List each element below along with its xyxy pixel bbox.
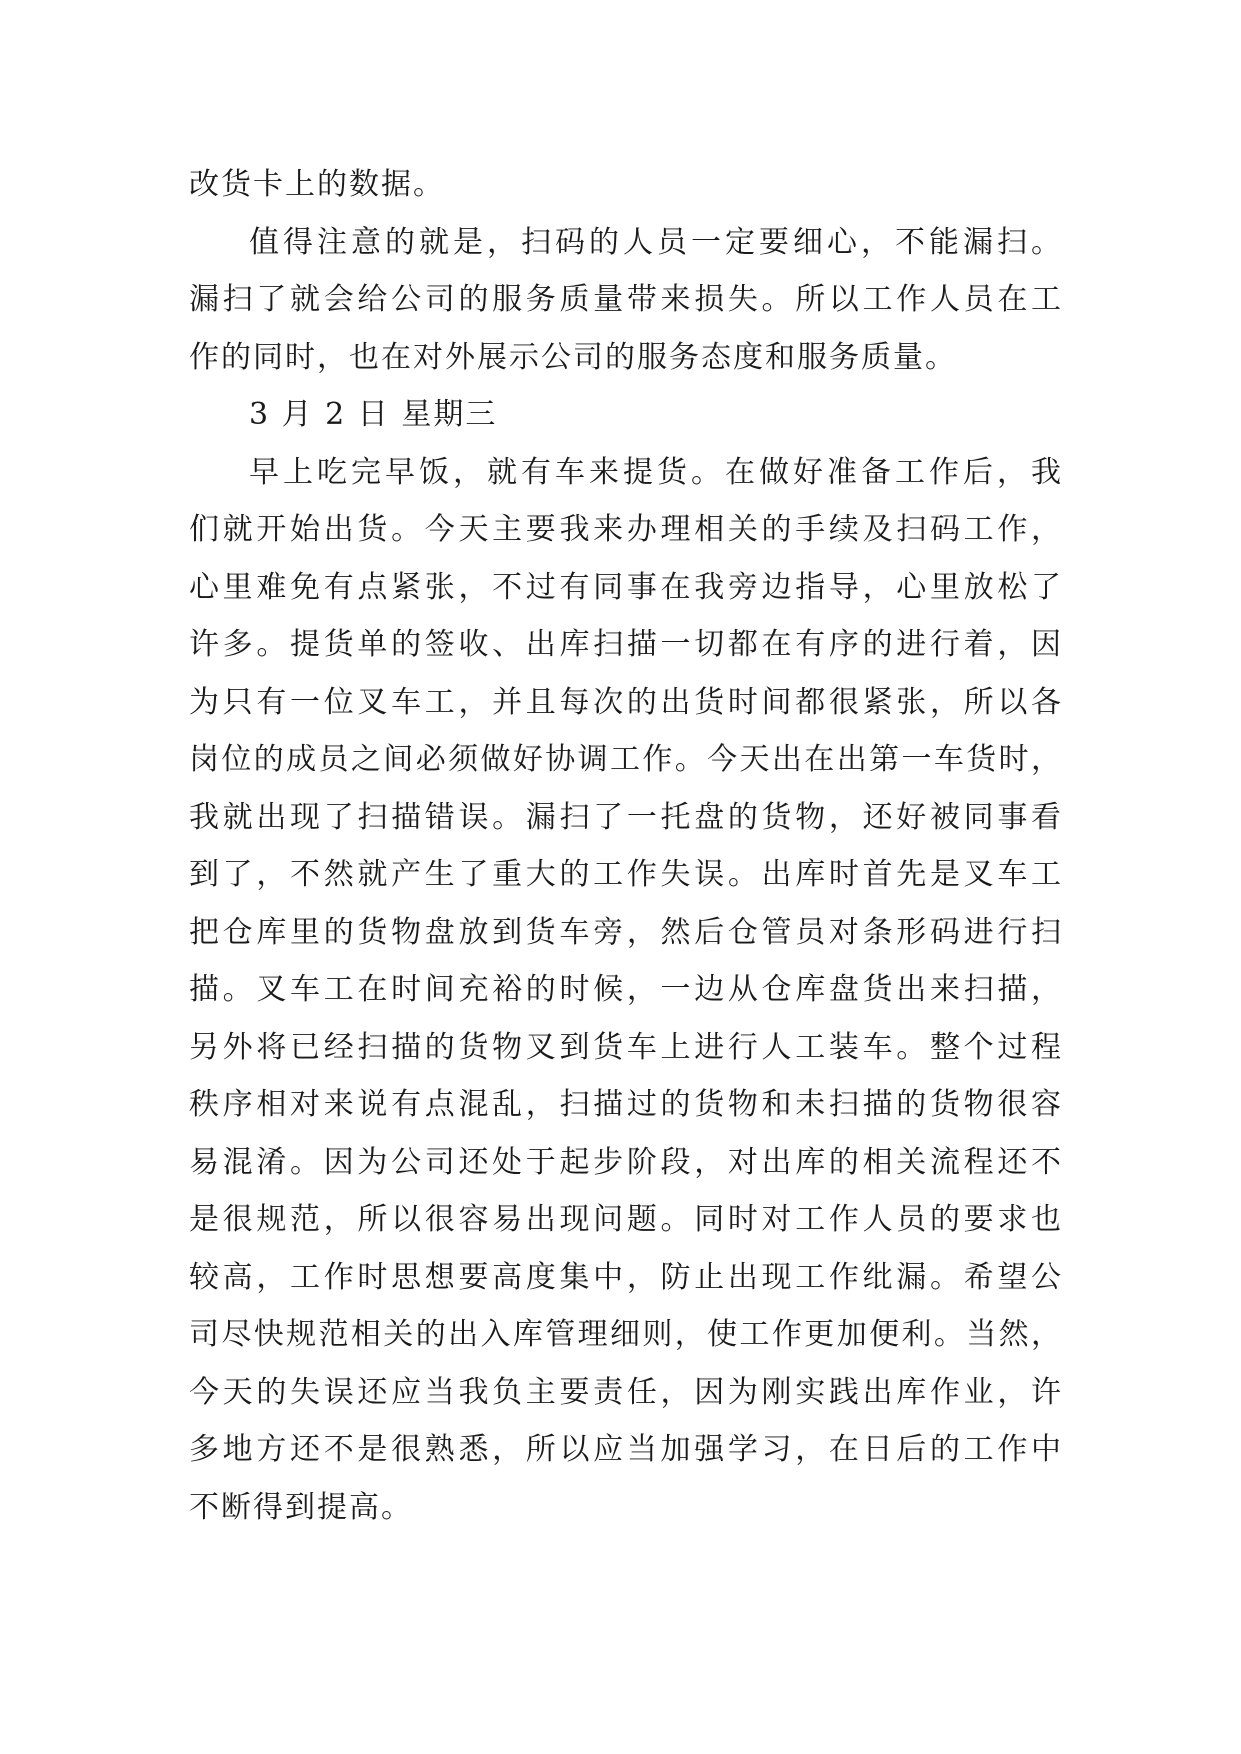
text-line: 秩序相对来说有点混乱，扫描过的货物和未扫描的货物很容 <box>189 1087 1061 1122</box>
text-line: 岗位的成员之间必须做好协调工作。今天出在出第一车货时， <box>189 742 1061 777</box>
text-line: 许多。提货单的签收、出库扫描一切都在有序的进行着，因 <box>189 627 1061 662</box>
text-line: 到了，不然就产生了重大的工作失误。出库时首先是叉车工 <box>189 857 1061 892</box>
text-line: 值得注意的就是，扫码的人员一定要细心，不能漏扫。 <box>249 224 1061 260</box>
text-line: 易混淆。因为公司还处于起步阶段，对出库的相关流程还不 <box>189 1144 1061 1180</box>
text-line: 为只有一位叉车工，并且每次的出货时间都很紧张，所以各 <box>189 684 1061 720</box>
date-heading: 3 月 2 日 星期三 <box>249 397 498 432</box>
text-line: 们就开始出货。今天主要我来办理相关的手续及扫码工作， <box>189 512 1061 547</box>
document-body <box>189 156 1061 1536</box>
text-line: 不断得到提高。 <box>189 1489 413 1525</box>
text-line: 另外将已经扫描的货物叉到货车上进行人工装车。整个过程 <box>189 1029 1061 1065</box>
text-line: 较高，工作时思想要高度集中，防止出现工作纰漏。希望公 <box>189 1259 1061 1295</box>
text-line: 早上吃完早饭，就有车来提货。在做好准备工作后，我 <box>249 454 1061 490</box>
text-line: 多地方还不是很熟悉，所以应当加强学习，在日后的工作中 <box>189 1432 1061 1467</box>
text-line: 把仓库里的货物盘放到货车旁，然后仓管员对条形码进行扫 <box>189 914 1061 950</box>
text-line: 心里难免有点紧张，不过有同事在我旁边指导，心里放松了 <box>189 569 1061 605</box>
text-line: 漏扫了就会给公司的服务质量带来损失。所以工作人员在工 <box>189 282 1061 317</box>
text-line: 描。叉车工在时间充裕的时候，一边从仓库盘货出来扫描， <box>189 972 1061 1007</box>
text-line: 作的同时，也在对外展示公司的服务态度和服务质量。 <box>189 339 957 375</box>
text-line: 司尽快规范相关的出入库管理细则，使工作更加便利。当然， <box>189 1317 1061 1352</box>
text-line: 改货卡上的数据。 <box>189 167 445 202</box>
text-line: 今天的失误还应当我负主要责任，因为刚实践出库作业，许 <box>189 1374 1061 1410</box>
text-line: 我就出现了扫描错误。漏扫了一托盘的货物，还好被同事看 <box>189 799 1061 835</box>
text-line: 是很规范，所以很容易出现问题。同时对工作人员的要求也 <box>189 1202 1061 1237</box>
